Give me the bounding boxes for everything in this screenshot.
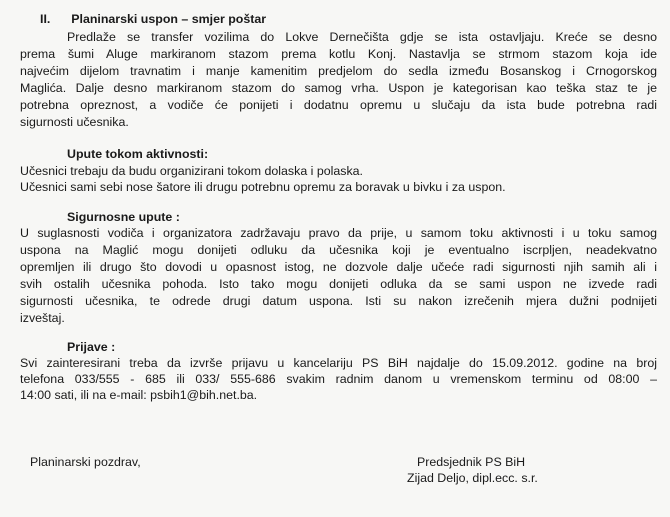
safety-line: uspona na Maglić mogu donijeti odluku da učesnika koji je eventualno iscrpljen, neadekvatno (20, 243, 657, 257)
safety-heading: Sigurnosne upute : (67, 210, 180, 224)
registration-line: Svi zainteresirani treba da izvrše prijavu u kancelariju PS BiH najdalje do 15.09.2012. godine na broj (20, 356, 657, 370)
paragraph-line: Predlaže se transfer vozilima do Lokve Dernečišta gdje se ista ostavljaju. Kreće se desno (67, 30, 657, 44)
safety-line: U suglasnosti vodiča i organizatora zadržavaju pravo da prije, u samom toku aktivnosti i u toku samog (20, 226, 657, 240)
signature-name: Zijad Deljo, dipl.ecc. s.r. (407, 471, 538, 485)
section-heading (40, 12, 266, 27)
activity-line: Učesnici sami sebi nose šatore ili drugu potrebnu opremu za boravak u bivku i za uspon. (20, 180, 506, 194)
paragraph-line: Maglića. Dalje desno markiranom stazom do samog vrha. Uspon je kategorisan kao teška staz te je (20, 81, 657, 95)
safety-line: izveštaj. (20, 311, 65, 325)
safety-line: sigurnosti učesnika, te odrede drugi datum uspona. Isti su nakon izrečenih mjera dužni podnijeti (20, 294, 657, 308)
registration-heading: Prijave : (67, 340, 116, 354)
safety-line: opremljen ili drugo što dovodi u opasnost istog, ne dozvole dalje učeće radi sigurnosti njih samih ali i (20, 260, 657, 274)
paragraph-line: sigurnosti učesnika. (20, 115, 129, 129)
activity-line: Učesnici trebaju da budu organizirani tokom dolaska i polaska. (20, 164, 363, 178)
closing-greeting: Planinarski pozdrav, (30, 455, 141, 469)
signature-title: Predsjednik PS BiH (417, 455, 526, 469)
safety-line: svih ostalih učesnika pohoda. Isto tako mogu donijeti odluka da se sami uspon ne izvede radi (20, 277, 657, 291)
activity-heading: Upute tokom aktivnosti: (67, 147, 209, 161)
paragraph-line: potrebna opreznost, a vodiče će ponijeti i dodatnu opremu u slučaju da ista bude potrebna radi (20, 98, 657, 112)
paragraph-line: najvećim dijelom travnatim i manje kamenitim predjelom do sedla između Bosanskog i Crnogorskog (20, 64, 657, 78)
section-number: II. (40, 12, 51, 26)
registration-line: telefona 033/555 - 685 ili 033/ 555-686 svakim radnim danom u vremenskom terminu od 08:00 – (20, 372, 657, 386)
registration-line: 14:00 sati, ili na e-mail: psbih1@bih.net.ba. (20, 388, 258, 402)
paragraph-line: prema šumi Aluge markiranom stazom prema kotlu Konj. Nastavlja se strmom stazom koja ide (20, 47, 657, 61)
section-title: Planinarski uspon – smjer poštar (71, 12, 267, 26)
